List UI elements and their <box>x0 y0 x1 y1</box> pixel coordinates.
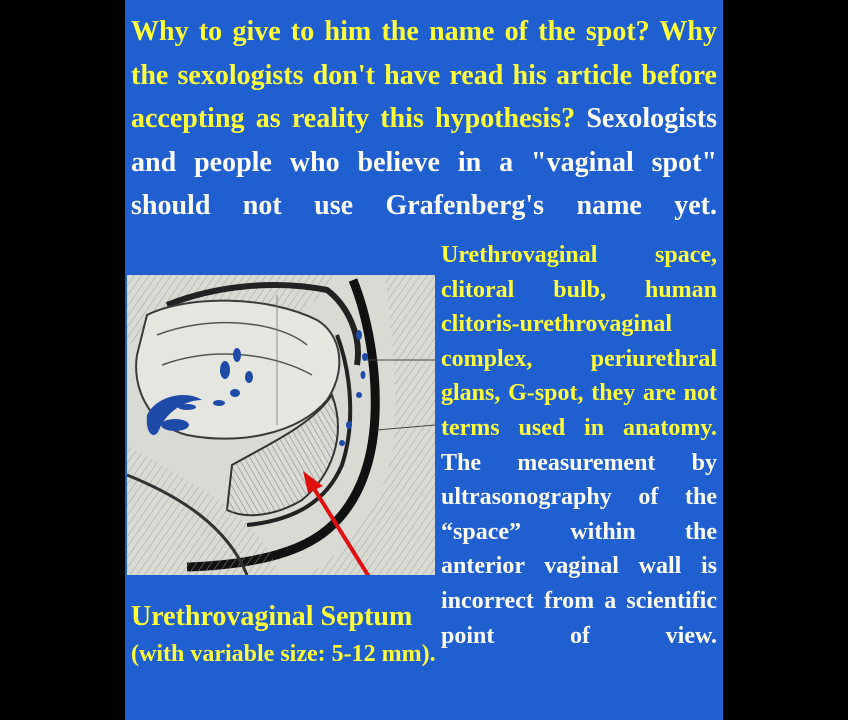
slide <box>125 0 723 720</box>
anatomical-illustration <box>127 275 435 575</box>
intro-statement-text: Sexologists and people who believe in a "vaginal spot" should not use Grafenberg's name yet. <box>131 103 718 221</box>
figure-caption <box>131 598 437 672</box>
intro-question-text: Why to give to him the name of the spot? Why the sexologists don't have read his article before accepting as reality this hypothesis? <box>131 16 717 134</box>
caption-title: Urethrovaginal Septum <box>131 601 413 632</box>
intro-paragraph <box>131 10 717 228</box>
caption-subtitle: (with variable size: 5-12 mm). <box>131 641 436 667</box>
side-terms-text: Urethrovaginal space, clitoral bulb, human clitoris-urethrovaginal complex, periurethral glans, G-spot, they are not terms used in anatomy. <box>441 242 717 441</box>
side-paragraph <box>441 238 717 653</box>
side-measurement-text: The measurement by ultrasonography of the “space” within the anterior vaginal wall is incorrect from a scientific point of view. <box>441 449 717 649</box>
